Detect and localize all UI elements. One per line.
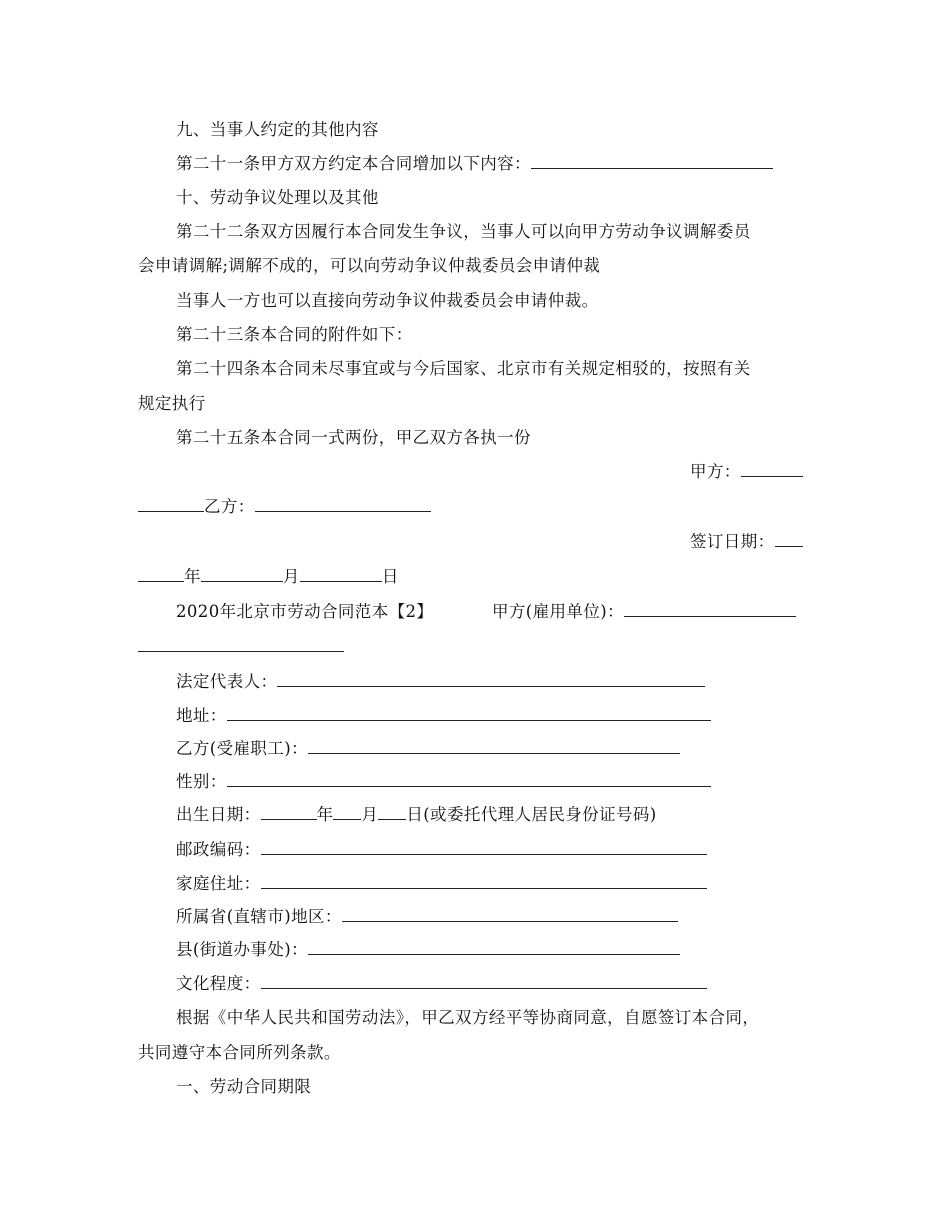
sign-date-label: 签订日期：: [690, 532, 775, 551]
employer-field-continuation: [138, 637, 344, 657]
article-22-line2: 会申请调解;调解不成的，可以向劳动争议仲裁委员会申请仲裁: [138, 256, 601, 275]
article-21: [176, 154, 773, 174]
fill-blank: [308, 940, 680, 955]
fill-blank: [261, 974, 707, 989]
month-label: 月: [361, 805, 379, 824]
gender-field: [176, 772, 711, 792]
birth-date-field: [176, 805, 657, 825]
article-25: 第二十五条本合同一式两份，甲乙双方各执一份: [176, 428, 531, 447]
article-22-line3: 当事人一方也可以直接向劳动争议仲裁委员会申请仲裁。: [176, 291, 599, 310]
month-label: 月: [282, 567, 300, 586]
employee-field: [176, 739, 680, 759]
address-label: 地址：: [176, 706, 227, 725]
article-23: 第二十三条本合同的附件如下：: [176, 325, 413, 344]
preamble-line1: 根据《中华人民共和国劳动法》，甲乙双方经平等协商同意，自愿签订本合同，: [176, 1008, 760, 1027]
day-label: 日(或委托代理人居民身份证号码): [406, 805, 657, 824]
party-b-signature: [138, 497, 431, 517]
birth-date-label: 出生日期：: [176, 805, 261, 824]
year-label: 年: [184, 567, 201, 586]
fill-blank: [741, 462, 803, 477]
legal-rep-label: 法定代表人：: [176, 672, 278, 691]
fill-blank: [201, 567, 283, 582]
preamble-line2: 共同遵守本合同所列条款。: [138, 1043, 341, 1062]
fill-blank: [775, 532, 803, 547]
education-label: 文化程度：: [176, 974, 261, 993]
county-label: 县(街道办事处)：: [176, 940, 308, 959]
fill-blank: [333, 805, 361, 820]
province-label: 所属省(直辖市)地区：: [176, 907, 342, 926]
sign-date: [690, 532, 803, 552]
employer-field: [492, 602, 796, 622]
fill-blank: [261, 874, 707, 889]
fill-blank: [261, 805, 317, 820]
fill-blank: [227, 772, 711, 787]
article-22-line1: 第二十二条双方因履行本合同发生争议，当事人可以向甲方劳动争议调解委员: [176, 222, 751, 241]
fill-blank: [261, 840, 707, 855]
postcode-field: [176, 840, 707, 860]
contract-template-title: 2020年北京市劳动合同范本【2】: [176, 602, 434, 621]
address-field: [176, 706, 711, 726]
gender-label: 性别：: [176, 772, 227, 791]
fill-blank: [624, 602, 796, 617]
section-10-heading: 十、劳动争议处理以及其他: [176, 188, 379, 207]
province-field: [176, 907, 678, 927]
fill-blank: [531, 154, 773, 169]
day-label: 日: [381, 567, 399, 586]
party-a-label: 甲方：: [690, 462, 741, 481]
employee-label: 乙方(受雇职工)：: [176, 739, 308, 758]
fill-blank: [138, 567, 184, 582]
fill-blank: [138, 637, 344, 652]
party-a-signature: [690, 462, 803, 482]
article-21-text: 第二十一条甲方双方约定本合同增加以下内容：: [176, 154, 531, 173]
sign-date-fields: [138, 567, 399, 587]
fill-blank: [227, 706, 711, 721]
fill-blank: [308, 739, 680, 754]
article-24-line2: 规定执行: [138, 394, 206, 413]
fill-blank: [277, 672, 705, 687]
fill-blank: [255, 497, 431, 512]
home-address-label: 家庭住址：: [176, 874, 261, 893]
section-1-heading: 一、劳动合同期限: [176, 1077, 312, 1096]
section-9-heading: 九、当事人约定的其他内容: [176, 120, 379, 139]
education-field: [176, 974, 707, 994]
party-b-label: 乙方：: [204, 497, 255, 516]
year-label: 年: [316, 805, 334, 824]
county-field: [176, 940, 680, 960]
legal-rep-field: [176, 672, 705, 692]
home-address-field: [176, 874, 707, 894]
employer-label: 甲方(雇用单位)：: [492, 602, 624, 621]
fill-blank: [378, 805, 406, 820]
fill-blank: [342, 907, 678, 922]
fill-blank: [300, 567, 382, 582]
article-24-line1: 第二十四条本合同未尽事宜或与今后国家、北京市有关规定相驳的，按照有关: [176, 359, 751, 378]
fill-blank: [138, 497, 204, 512]
postcode-label: 邮政编码：: [176, 840, 261, 859]
